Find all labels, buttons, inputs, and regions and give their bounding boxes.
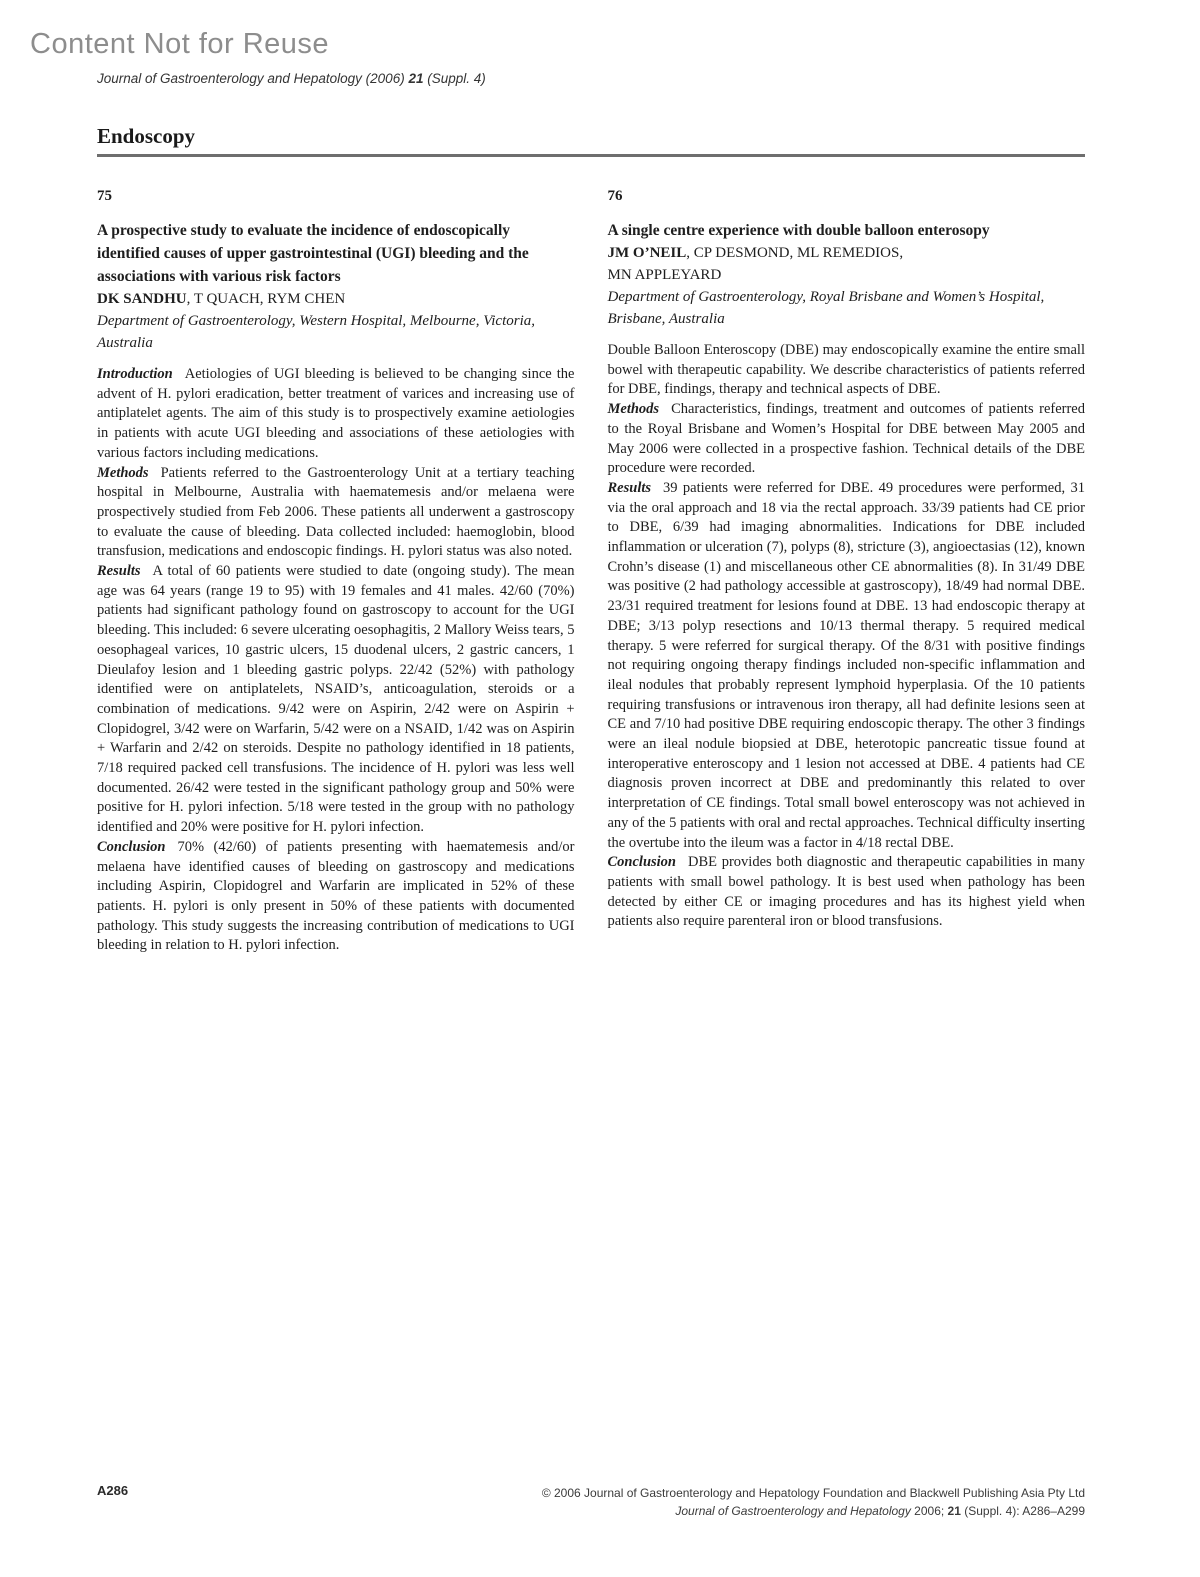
paragraph-text: Characteristics, findings, treatment and outcomes of patients referred to the Royal Brisbane and Women’s Hospital for DBE between May 2005 and May 2006 were collected in a prospective fashion. Technical details of the DBE procedure were recorded. [607,401,1085,477]
paragraph-label: Methods [607,401,660,418]
paragraph-text: 39 patients were referred for DBE. 49 procedures were performed, 31 via the oral approach and 18 via the rectal approach. 33/39 patients had CE prior to DBE, 6/39 had imaging abnormalities. Indications for DBE included inflammation or ulceration (7), polyps (8), stricture (3), angioectasias (12), known Crohn’s disease (1) and miscellaneous other CE abnormalities (8). In 31/49 DBE was positive (2 had pathology accessible at gastroscopy), 18/49 had normal DBE. 23/31 required treatment for lesions found at DBE. 13 had endoscopic therapy at DBE; 3/13 polyp resections and 10/13 thermal therapy. 5 required medical therapy. 5 were referred for surgical therapy. Of the 8/31 with positive findings not requiring ongoing therapy findings included non-specific inflammation and ileal nodules that probably represent lymphoid hyperplasia. Of the 10 patients requiring transfusions or intravenous iron therapy, all had definite lesions seen at CE and 7/10 had positive DBE requiring endoscopic therapy. The other 3 findings were an ileal nodule biopsied at DBE, heterotopic pancreatic tissue found at interoperative enteroscopy and 1 lesion not accessed at DBE. 4 patients had CE diagnosis proven incorrect at DBE and predominantly this related to over interpretation of CE findings. Total small bowel enteroscopy was not achieved in any of the 5 patients with oral and rectal approaches. Technical difficulty inserting the overtube into the ileum was a factor in 4/18 rectal DBE. [607,479,1085,851]
abstract-76 [608,188,1086,956]
paragraph-conclusion [608,853,1086,932]
paragraph-introduction [97,365,575,464]
abstract-body [97,365,575,956]
abstract-title: A single centre experience with double balloon enterosopy [607,222,990,239]
journal-year: (2006) [361,71,409,86]
authors-rest: , CP DESMOND, ML REMEDIOS, [686,245,904,261]
abstract-affiliation: Department of Gastroenterology, Royal Brisbane and Women’s Hospital, Brisbane, Australia [607,289,1045,327]
paragraph-label: Conclusion [97,838,166,855]
footer-copyright-block [542,1484,1085,1520]
citation-journal: Journal of Gastroenterology and Hepatology [675,1504,911,1518]
paragraph-label: Results [97,563,141,580]
abstract-body [608,341,1086,932]
citation-end: (Suppl. 4): A286–A299 [960,1504,1085,1518]
section-title: Endoscopy [97,124,196,148]
abstract-number: 76 [607,188,623,204]
paragraph-text: Double Balloon Enteroscopy (DBE) may endoscopically examine the entire small bowel with therapeutic capability. We describe characteristics of patients referred for DBE, findings, therapy and technical aspects of DBE. [607,342,1085,398]
paragraph-text: DBE provides both diagnostic and therapeutic capabilities in many patients with small bowel pathology. It is best used when pathology has been detected by either CE or imaging procedures and has its highest yield when patients also require parenteral iron or blood transfusions. [607,854,1085,930]
abstract-75 [97,188,575,956]
paragraph-text: Patients referred to the Gastroenterology Unit at a tertiary teaching hospital in Melbourne, Australia with haematemesis and/or melaena were prospectively studied from Feb 2006. These patients all underwent a gastroscopy to evaluate the cause of bleeding. Data collected included: haemoglobin, blood transfusion, medications and endoscopic findings. H. pylori status was also noted. [97,464,575,560]
paragraph-conclusion [97,838,575,956]
paragraph-label: Methods [97,464,149,481]
watermark: Content Not for Reuse [30,28,330,60]
authors-rest: , T QUACH, RYM CHEN [186,291,346,307]
journal-volume: 21 [408,71,424,86]
abstract-columns [97,188,1085,956]
abstract-authors [97,288,575,310]
paragraph-results [608,479,1086,853]
abstract-affiliation: Department of Gastroenterology, Western Hospital, Melbourne, Victoria, Australia [97,313,536,351]
footer-citation-line [542,1502,1085,1520]
abstract-number: 75 [97,188,112,204]
section-rule [97,154,1085,157]
journal-header [97,71,486,86]
paragraph-label: Results [607,479,652,496]
author-lead: JM O’NEIL [607,245,687,261]
abstract-title: A prospective study to evaluate the incidence of endoscopically identified causes of upper gastrointestinal (UGI) bleeding and the associations with various risk factors [97,222,529,285]
paragraph-text: 70% (42/60) of patients presenting with haematemesis and/or melaena have identified causes of bleeding on gastroscopy and medications including Aspirin, Clopidogrel and Warfarin are implicated in 52% of these patients. H. pylori is only present in 50% of these patients with documented pathology. This study suggests the increasing contribution of medications to UGI bleeding in relation to H. pylori infection. [97,838,575,954]
paragraph-methods [608,400,1086,479]
authors-line2: MN APPLEYARD [607,267,722,283]
paragraph-text: Aetiologies of UGI bleeding is believed to be changing since the advent of H. pylori eradication, better treatment of varices and increasing use of antiplatelet agents. The aim of this study is to prospectively examine aetiologies in patients with acute UGI bleeding and associations of these aetiologies with various factors including medications. [97,366,575,461]
paragraph-background [608,341,1086,400]
paragraph-label: Introduction [97,366,173,382]
paragraph-methods [97,464,575,563]
journal-name: Journal of Gastroenterology and Hepatology [97,71,362,86]
citation-mid: 2006; [910,1504,948,1518]
section-header [97,124,1085,157]
paragraph-text: A total of 60 patients were studied to date (ongoing study). The mean age was 64 years (range 19 to 95) with 19 females and 41 males. 42/60 (70%) patients had significant pathology found on gastroscopy to account for the UGI bleeding. This included: 6 severe ulcerating oesophagitis, 2 Mallory Weiss tears, 5 oesophageal varices, 10 gastric ulcers, 15 duodenal ulcers, 2 gastric cancers, 1 Dieulafoy lesion and 1 bleeding gastric polyps. 22/42 (52%) with pathology identified were on antiplatelets, NSAID’s, anticoagulation, steroids or a combination of medications. 9/42 were on Aspirin, 2/42 were on Aspirin + Clopidogrel, 3/42 were on Warfarin, 5/42 were on a NSAID, 1/42 was on Aspirin + Warfarin and 2/42 on steroids. Despite no pathology identified in 18 patients, 7/18 required packed cell transfusions. The incidence of H. pylori was less well documented. 26/42 were tested in the significant pathology group and 50% were positive for H. pylori infection. 5/18 were tested in the group with no pathology identified and 20% were positive for H. pylori infection. [97,563,575,836]
paragraph-results [97,562,575,838]
footer-page-number: A286 [97,1483,129,1498]
abstract-authors [608,242,1086,286]
author-lead: DK SANDHU [97,291,187,307]
footer-copyright-line: © 2006 Journal of Gastroenterology and Hepatology Foundation and Blackwell Publishing Asia Pty Ltd [541,1486,1085,1500]
citation-volume: 21 [947,1504,961,1518]
journal-suppl: (Suppl. 4) [423,71,486,86]
paragraph-label: Conclusion [607,854,676,871]
